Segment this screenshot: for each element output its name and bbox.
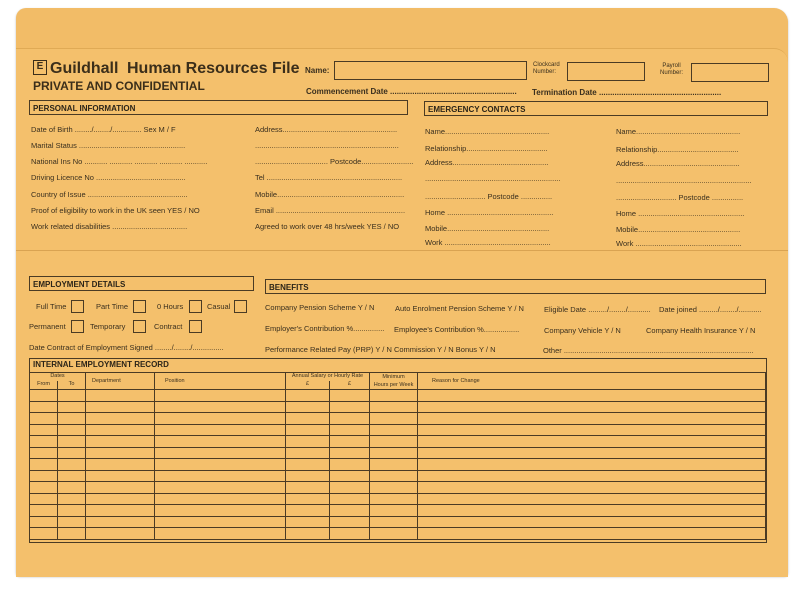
table-row xyxy=(30,493,766,505)
contact2-postcode[interactable]: ............................. Postcode ............... xyxy=(616,193,744,202)
record-cell[interactable] xyxy=(418,459,766,471)
name-field[interactable] xyxy=(334,61,527,80)
permanent-label: Permanent xyxy=(29,322,66,331)
record-cell[interactable] xyxy=(370,528,418,540)
clockcard-field[interactable] xyxy=(567,62,645,81)
benefits-header: BENEFITS xyxy=(265,279,766,294)
record-cell[interactable] xyxy=(330,482,370,494)
uk-eligibility-field[interactable]: Proof of eligibility to work in the UK seen YES / NO xyxy=(31,206,200,215)
record-cell[interactable] xyxy=(58,424,86,436)
prp-commission-bonus-field[interactable]: Performance Related Pay (PRP) Y / N Commission Y / N Bonus Y / N xyxy=(265,345,496,354)
table-row xyxy=(30,390,766,402)
record-cell[interactable] xyxy=(58,505,86,517)
record-cell[interactable] xyxy=(418,390,766,402)
record-cell[interactable] xyxy=(370,459,418,471)
record-cell[interactable] xyxy=(86,436,155,448)
driving-licence-field[interactable]: Driving Licence No ........................................... xyxy=(31,173,186,182)
record-cell[interactable] xyxy=(330,447,370,459)
salary-pound-header: £ xyxy=(286,381,330,390)
clockcard-label: Clockcard Number: xyxy=(533,62,560,75)
record-cell[interactable] xyxy=(286,528,330,540)
payroll-label: Payroll Number: xyxy=(660,63,684,76)
record-cell[interactable] xyxy=(155,413,286,425)
contact2-work[interactable]: Work ................................................... xyxy=(616,239,742,248)
pension-scheme-field[interactable]: Company Pension Scheme Y / N xyxy=(265,303,375,312)
record-cell[interactable] xyxy=(86,528,155,540)
brand-name: Guildhall xyxy=(50,60,119,77)
record-cell[interactable] xyxy=(330,401,370,413)
contact1-work[interactable]: Work ................................................... xyxy=(425,238,551,247)
record-cell[interactable] xyxy=(286,505,330,517)
record-cell[interactable] xyxy=(86,459,155,471)
record-cell[interactable] xyxy=(30,424,58,436)
from-header: From xyxy=(30,381,58,390)
record-cell[interactable] xyxy=(418,528,766,540)
record-cell[interactable] xyxy=(58,401,86,413)
contact1-relationship[interactable]: Relationship....................................... xyxy=(425,144,548,153)
record-cell[interactable] xyxy=(30,390,58,402)
mobile-field[interactable]: Mobile............................................................. xyxy=(255,190,405,199)
record-cell[interactable] xyxy=(330,459,370,471)
rate-pound-header: £ xyxy=(330,381,370,390)
record-cell[interactable] xyxy=(370,401,418,413)
record-cell[interactable] xyxy=(286,516,330,528)
date-joined-field[interactable]: Date joined ........./......../........... xyxy=(659,305,762,314)
department-header: Department xyxy=(86,373,155,390)
record-cell[interactable] xyxy=(58,493,86,505)
record-cell[interactable] xyxy=(58,413,86,425)
table-row xyxy=(30,516,766,528)
contact2-relationship[interactable]: Relationship....................................... xyxy=(616,145,739,154)
min-hours-header: Minimum Hours per Week xyxy=(370,373,418,390)
page-title: Human Resources File xyxy=(127,60,300,77)
record-cell[interactable] xyxy=(58,528,86,540)
address-line-2[interactable]: ..................................................................... xyxy=(255,141,399,150)
other-benefits-field[interactable]: Other ........................................................................................... xyxy=(543,346,754,355)
record-cell[interactable] xyxy=(286,482,330,494)
zero-hours-checkbox[interactable] xyxy=(189,300,202,313)
contract-label: Contract xyxy=(154,322,183,331)
record-cell[interactable] xyxy=(30,482,58,494)
marital-status-field[interactable]: Marital Status ................................................... xyxy=(31,141,186,150)
table-row xyxy=(30,505,766,517)
record-cell[interactable] xyxy=(286,401,330,413)
contact2-address[interactable]: Address.............................................. xyxy=(616,159,740,168)
record-cell[interactable] xyxy=(86,401,155,413)
contact1-address[interactable]: Address.............................................. xyxy=(425,158,549,167)
record-cell[interactable] xyxy=(418,482,766,494)
record-cell[interactable] xyxy=(286,424,330,436)
record-cell[interactable] xyxy=(370,424,418,436)
record-cell[interactable] xyxy=(370,447,418,459)
record-cell[interactable] xyxy=(30,413,58,425)
national-ins-field[interactable]: National Ins No ........... ........... ........... ........... ........... xyxy=(31,157,208,166)
employment-record-title: INTERNAL EMPLOYMENT RECORD xyxy=(33,360,169,369)
employee-contribution-field[interactable]: Employee's Contribution %................. xyxy=(394,325,520,334)
record-cell[interactable] xyxy=(58,436,86,448)
record-cell[interactable] xyxy=(286,447,330,459)
record-cell[interactable] xyxy=(86,424,155,436)
record-cell[interactable] xyxy=(330,505,370,517)
record-cell[interactable] xyxy=(330,390,370,402)
address-field[interactable]: Address....................................................... xyxy=(255,125,398,134)
temporary-checkbox[interactable] xyxy=(133,320,146,333)
record-cell[interactable] xyxy=(418,493,766,505)
record-cell[interactable] xyxy=(418,447,766,459)
record-cell[interactable] xyxy=(330,493,370,505)
record-cell[interactable] xyxy=(418,470,766,482)
contact2-home[interactable]: Home ................................................... xyxy=(616,209,745,218)
record-cell[interactable] xyxy=(30,459,58,471)
record-cell[interactable] xyxy=(418,516,766,528)
record-cell[interactable] xyxy=(30,436,58,448)
employment-details-header: EMPLOYMENT DETAILS xyxy=(29,276,254,291)
country-issue-field[interactable]: Country of Issue ................................................ xyxy=(31,190,188,199)
auto-enrolment-field[interactable]: Auto Enrolment Pension Scheme Y / N xyxy=(395,304,524,313)
salary-header: Annual Salary or Hourly Rate xyxy=(286,373,370,382)
record-cell[interactable] xyxy=(58,459,86,471)
record-cell[interactable] xyxy=(155,401,286,413)
contact1-mobile[interactable]: Mobile................................................. xyxy=(425,224,550,233)
emergency-contacts-header: EMERGENCY CONTACTS xyxy=(424,101,768,116)
payroll-field[interactable] xyxy=(691,63,769,82)
casual-label: Casual xyxy=(207,302,231,311)
contact1-postcode[interactable]: ............................. Postcode ............... xyxy=(425,192,553,201)
record-cell[interactable] xyxy=(86,493,155,505)
table-row xyxy=(30,482,766,494)
record-cell[interactable] xyxy=(370,470,418,482)
record-cell[interactable] xyxy=(330,413,370,425)
contract-checkbox[interactable] xyxy=(189,320,202,333)
record-cell[interactable] xyxy=(155,516,286,528)
health-insurance-field[interactable]: Company Health Insurance Y / N xyxy=(646,326,756,335)
record-cell[interactable] xyxy=(30,470,58,482)
hours-agreement-field[interactable]: Agreed to work over 48 hrs/week YES / NO xyxy=(255,222,400,231)
record-cell[interactable] xyxy=(155,390,286,402)
pocket-fold-line xyxy=(16,250,788,251)
table-row xyxy=(30,459,766,471)
record-cell[interactable] xyxy=(418,401,766,413)
commencement-date-field[interactable]: Commencement Date ......................................................... xyxy=(306,87,517,96)
record-cell[interactable] xyxy=(86,447,155,459)
record-cell[interactable] xyxy=(370,516,418,528)
table-row xyxy=(30,447,766,459)
record-cell[interactable] xyxy=(286,459,330,471)
record-cell[interactable] xyxy=(86,516,155,528)
record-cell[interactable] xyxy=(58,447,86,459)
record-cell[interactable] xyxy=(418,424,766,436)
record-cell[interactable] xyxy=(155,505,286,517)
record-cell[interactable] xyxy=(30,493,58,505)
record-cell[interactable] xyxy=(30,447,58,459)
record-cell[interactable] xyxy=(286,470,330,482)
postcode-field[interactable]: ................................... Postcode......................... xyxy=(255,157,414,166)
termination-date-field[interactable]: Termination Date ....................................................... xyxy=(532,88,722,97)
contact1-address-2[interactable]: ................................................................. xyxy=(425,174,561,183)
table-row xyxy=(30,528,766,540)
record-cell[interactable] xyxy=(30,516,58,528)
part-time-label: Part Time xyxy=(96,302,129,311)
record-cell[interactable] xyxy=(86,482,155,494)
zero-hours-label: 0 Hours xyxy=(157,302,184,311)
to-header: To xyxy=(58,381,86,390)
record-cell[interactable] xyxy=(370,482,418,494)
record-cell[interactable] xyxy=(418,413,766,425)
record-cell[interactable] xyxy=(155,447,286,459)
name-label: Name: xyxy=(305,66,330,75)
contract-signed-field[interactable]: Date Contract of Employment Signed ......../......../............... xyxy=(29,343,224,352)
record-cell[interactable] xyxy=(86,505,155,517)
record-cell[interactable] xyxy=(58,516,86,528)
record-cell[interactable] xyxy=(30,401,58,413)
contact2-name[interactable]: Name.................................................. xyxy=(616,127,741,136)
record-cell[interactable] xyxy=(155,528,286,540)
page-subtitle: PRIVATE AND CONFIDENTIAL xyxy=(33,79,205,93)
record-cell[interactable] xyxy=(370,390,418,402)
record-cell[interactable] xyxy=(330,436,370,448)
record-cell[interactable] xyxy=(155,470,286,482)
reason-header: Reason for Change xyxy=(418,373,766,390)
record-cell[interactable] xyxy=(155,459,286,471)
record-cell[interactable] xyxy=(86,390,155,402)
table-row xyxy=(30,424,766,436)
personal-info-header: PERSONAL INFORMATION xyxy=(29,100,408,115)
record-cell[interactable] xyxy=(155,424,286,436)
record-cell[interactable] xyxy=(155,436,286,448)
contact2-address-2[interactable]: ................................................................. xyxy=(616,176,752,185)
record-cell[interactable] xyxy=(86,413,155,425)
record-cell[interactable] xyxy=(58,470,86,482)
table-row xyxy=(30,470,766,482)
table-row xyxy=(30,413,766,425)
table-row xyxy=(30,401,766,413)
record-cell[interactable] xyxy=(58,482,86,494)
employer-contribution-field[interactable]: Employer's Contribution %............... xyxy=(265,324,385,333)
full-time-label: Full Time xyxy=(36,302,67,311)
record-cell[interactable] xyxy=(286,436,330,448)
record-cell[interactable] xyxy=(370,436,418,448)
casual-checkbox[interactable] xyxy=(234,300,247,313)
record-cell[interactable] xyxy=(370,413,418,425)
temporary-label: Temporary xyxy=(90,322,126,331)
record-cell[interactable] xyxy=(155,493,286,505)
contact1-name[interactable]: Name.................................................. xyxy=(425,127,550,136)
disabilities-field[interactable]: Work related disabilities .................................... xyxy=(31,222,188,231)
guildhall-logo-icon: E xyxy=(33,60,47,75)
record-cell[interactable] xyxy=(155,482,286,494)
table-row xyxy=(30,436,766,448)
dates-header: Dates xyxy=(30,373,86,382)
record-cell[interactable] xyxy=(30,528,58,540)
record-cell[interactable] xyxy=(330,516,370,528)
email-field[interactable]: Email .............................................................. xyxy=(255,206,406,215)
record-cell[interactable] xyxy=(286,413,330,425)
record-cell[interactable] xyxy=(330,528,370,540)
record-cell[interactable] xyxy=(286,493,330,505)
record-cell[interactable] xyxy=(286,390,330,402)
record-cell[interactable] xyxy=(58,390,86,402)
record-cell[interactable] xyxy=(30,505,58,517)
record-cell[interactable] xyxy=(330,424,370,436)
position-header: Position xyxy=(155,373,286,390)
record-cell[interactable] xyxy=(86,470,155,482)
eligible-date-field[interactable]: Eligible Date ........./......../........... xyxy=(544,305,651,314)
record-cell[interactable] xyxy=(330,470,370,482)
part-time-checkbox[interactable] xyxy=(133,300,146,313)
record-cell[interactable] xyxy=(370,505,418,517)
employment-record-table xyxy=(29,372,766,540)
permanent-checkbox[interactable] xyxy=(71,320,84,333)
tel-field[interactable]: Tel ................................................................. xyxy=(255,173,403,182)
record-cell[interactable] xyxy=(418,505,766,517)
record-cell[interactable] xyxy=(418,436,766,448)
contact2-mobile[interactable]: Mobile................................................. xyxy=(616,225,741,234)
full-time-checkbox[interactable] xyxy=(71,300,84,313)
company-vehicle-field[interactable]: Company Vehicle Y / N xyxy=(544,326,621,335)
dob-sex-field[interactable]: Date of Birth ......../......../.............. Sex M / F xyxy=(31,125,176,134)
contact1-home[interactable]: Home ................................................... xyxy=(425,208,554,217)
record-cell[interactable] xyxy=(370,493,418,505)
